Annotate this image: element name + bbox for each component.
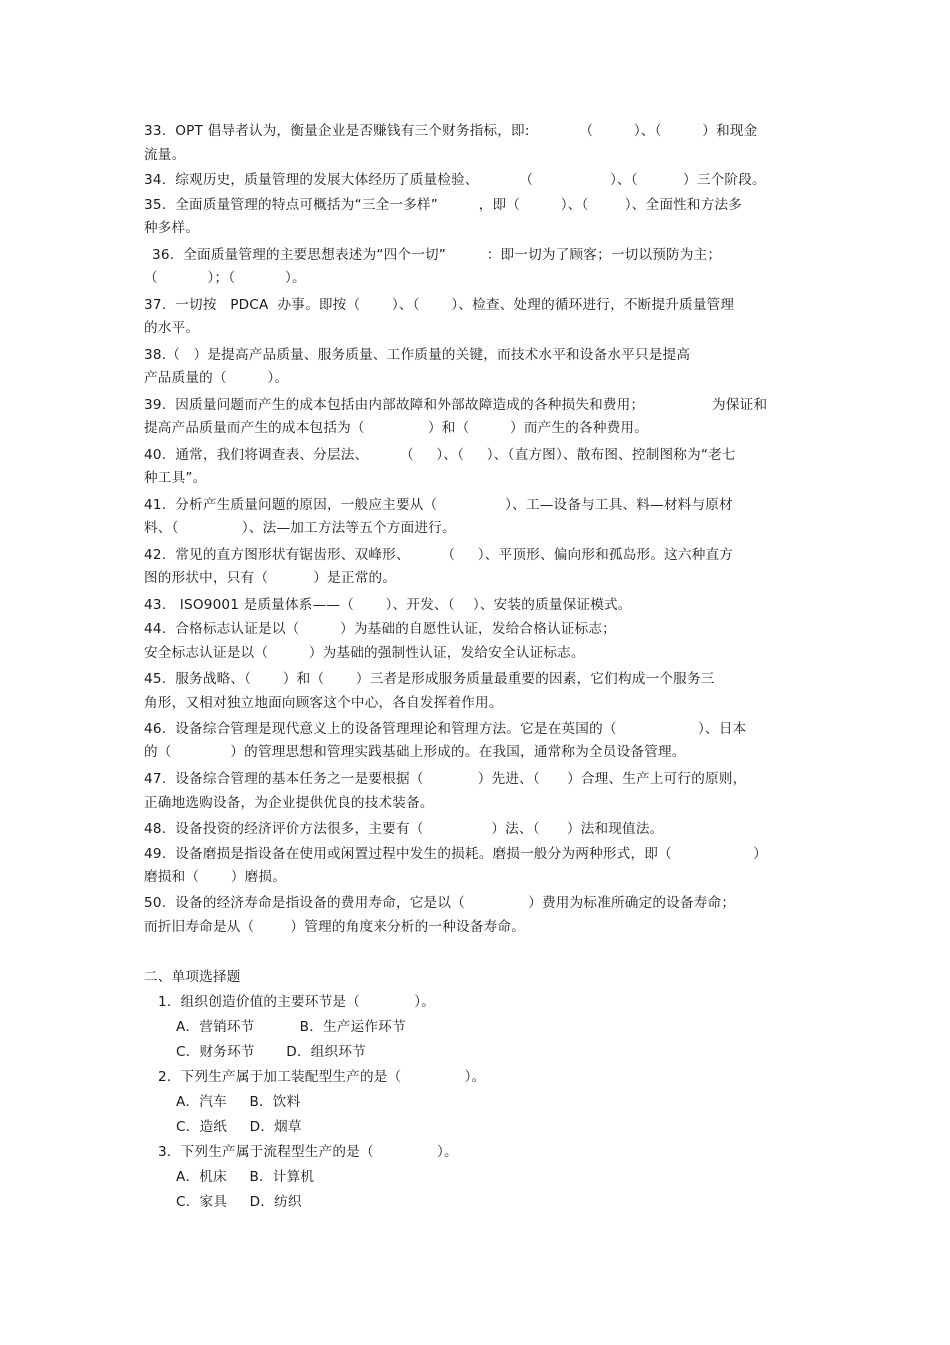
question-45-line-2: 角形，又相对独立地面向顾客这个中心，各自发挥着作用。 [144, 695, 503, 711]
question-45-line-1: 45. 服务战略、（ ）和（ ）三者是形成服务质量最重要的因素，它们构成一个服务三 [144, 671, 715, 687]
mcq-1-question: 1．组织创造价值的主要环节是（ ）。 [158, 994, 436, 1010]
question-50-line-2: 而折旧寿命是从（ ）管理的角度来分析的一种设备寿命。 [144, 919, 526, 935]
question-33-line-1: 33. OPT 倡导者认为，衡量企业是否赚钱有三个财务指标，即: （ ）、（ ）和现金 [144, 123, 758, 139]
question-39-line-2: 提高产品质量而产生的成本包括为（ ）和（ ）而产生的各种费用。 [144, 420, 649, 436]
mcq-3-options-cd: C．家具 D．纺织 [176, 1194, 302, 1210]
mcq-3-options-ab: A．机床 B．计算机 [176, 1169, 315, 1185]
question-44-line-2: 安全标志认证是以（ ）为基础的强制性认证，发给安全认证标志。 [144, 645, 585, 661]
mcq-2-options-cd: C．造纸 D．烟草 [176, 1119, 302, 1135]
question-41-line-1: 41. 分析产生质量问题的原因，一般应主要从（ ）、工—设备与工具、料—材料与原材 [144, 497, 733, 513]
section-title: 二、单项选择题 [144, 969, 241, 985]
mcq-2-options-ab: A．汽车 B．饮料 [176, 1094, 301, 1110]
question-48-line-1: 48. 设备投资的经济评价方法很多，主要有（ ）法、（ ）法和现值法。 [144, 821, 664, 837]
question-35-line-1: 35. 全面质量管理的特点可概括为“三全一多样” ，即（ ）、（ ）、全面性和方法多 [144, 197, 743, 213]
question-41-line-2: 料、（ ）、法—加工方法等五个方面进行。 [144, 520, 456, 536]
mcq-3-question: 3．下列生产属于流程型生产的是（ ）。 [158, 1144, 458, 1160]
question-50-line-1: 50. 设备的经济寿命是指设备的费用寿命，它是以（ ）费用为标准所确定的设备寿命； [144, 895, 736, 911]
question-34-line-1: 34. 综观历史，质量管理的发展大体经历了质量检验、 （ ）、（ ）三个阶段。 [144, 172, 766, 188]
question-38-line-1: 38.（ ）是提高产品质量、服务质量、工作质量的关键，而技术水平和设备水平只是提高 [144, 347, 691, 363]
question-40-line-2: 种工具”。 [144, 470, 207, 486]
question-49-line-1: 49. 设备磨损是指设备在使用或闲置过程中发生的损耗。磨损一般分为两种形式，即（ ） [144, 846, 768, 862]
question-36-line-1: 36. 全面质量管理的主要思想表述为“四个一切” ：即一切为了顾客；一切以预防为主； [152, 247, 722, 263]
question-40-line-1: 40. 通常，我们将调查表、分层法、 （ ）、（ ）、（直方图）、散布图、控制图称为“老七 [144, 447, 736, 463]
question-43-line-1: 43. ISO9001 是质量体系——（ ）、开发、（ ）、安装的质量保证模式。 [144, 597, 632, 613]
mcq-1-options-ab: A．营销环节 B．生产运作环节 [176, 1019, 406, 1035]
mcq-1-options-cd: C．财务环节 D．组织环节 [176, 1044, 366, 1060]
question-33-line-2: 流量。 [144, 147, 186, 163]
question-47-line-2: 正确地选购设备，为企业提供优良的技术装备。 [144, 795, 434, 811]
mcq-2-question: 2．下列生产属于加工装配型生产的是（ ）。 [158, 1069, 486, 1085]
question-46-line-2: 的（ ）的管理思想和管理实践基础上形成的。在我国，通常称为全员设备管理。 [144, 744, 686, 760]
question-42-line-2: 图的形状中，只有（ ）是正常的。 [144, 570, 397, 586]
question-44-line-1: 44. 合格标志认证是以（ ）为基础的自愿性认证，发给合格认证标志； [144, 621, 616, 637]
question-36-line-2: （ ）；（ ）。 [144, 270, 306, 286]
question-46-line-1: 46. 设备综合管理是现代意义上的设备管理理论和管理方法。它是在英国的（ ）、日本 [144, 721, 747, 737]
question-42-line-1: 42. 常见的直方图形状有锯齿形、双峰形、 （ ）、平顶形、偏向形和孤岛形。这六种直方 [144, 547, 734, 563]
question-35-line-2: 种多样。 [144, 220, 200, 236]
question-37-line-1: 37. 一切按 PDCA 办事。即按（ ）、（ ）、检查、处理的循环进行，不断提升质量管理 [144, 297, 735, 313]
question-47-line-1: 47. 设备综合管理的基本任务之一是要根据（ ）先进、（ ）合理、生产上可行的原则， [144, 771, 747, 787]
question-49-line-2: 磨损和（ ）磨损。 [144, 869, 286, 885]
question-39-line-1: 39. 因质量问题而产生的成本包括由内部故障和外部故障造成的各种损失和费用； 为保证和 [144, 397, 768, 413]
question-37-line-2: 的水平。 [144, 320, 200, 336]
question-38-line-2: 产品质量的（ ）。 [144, 370, 289, 386]
